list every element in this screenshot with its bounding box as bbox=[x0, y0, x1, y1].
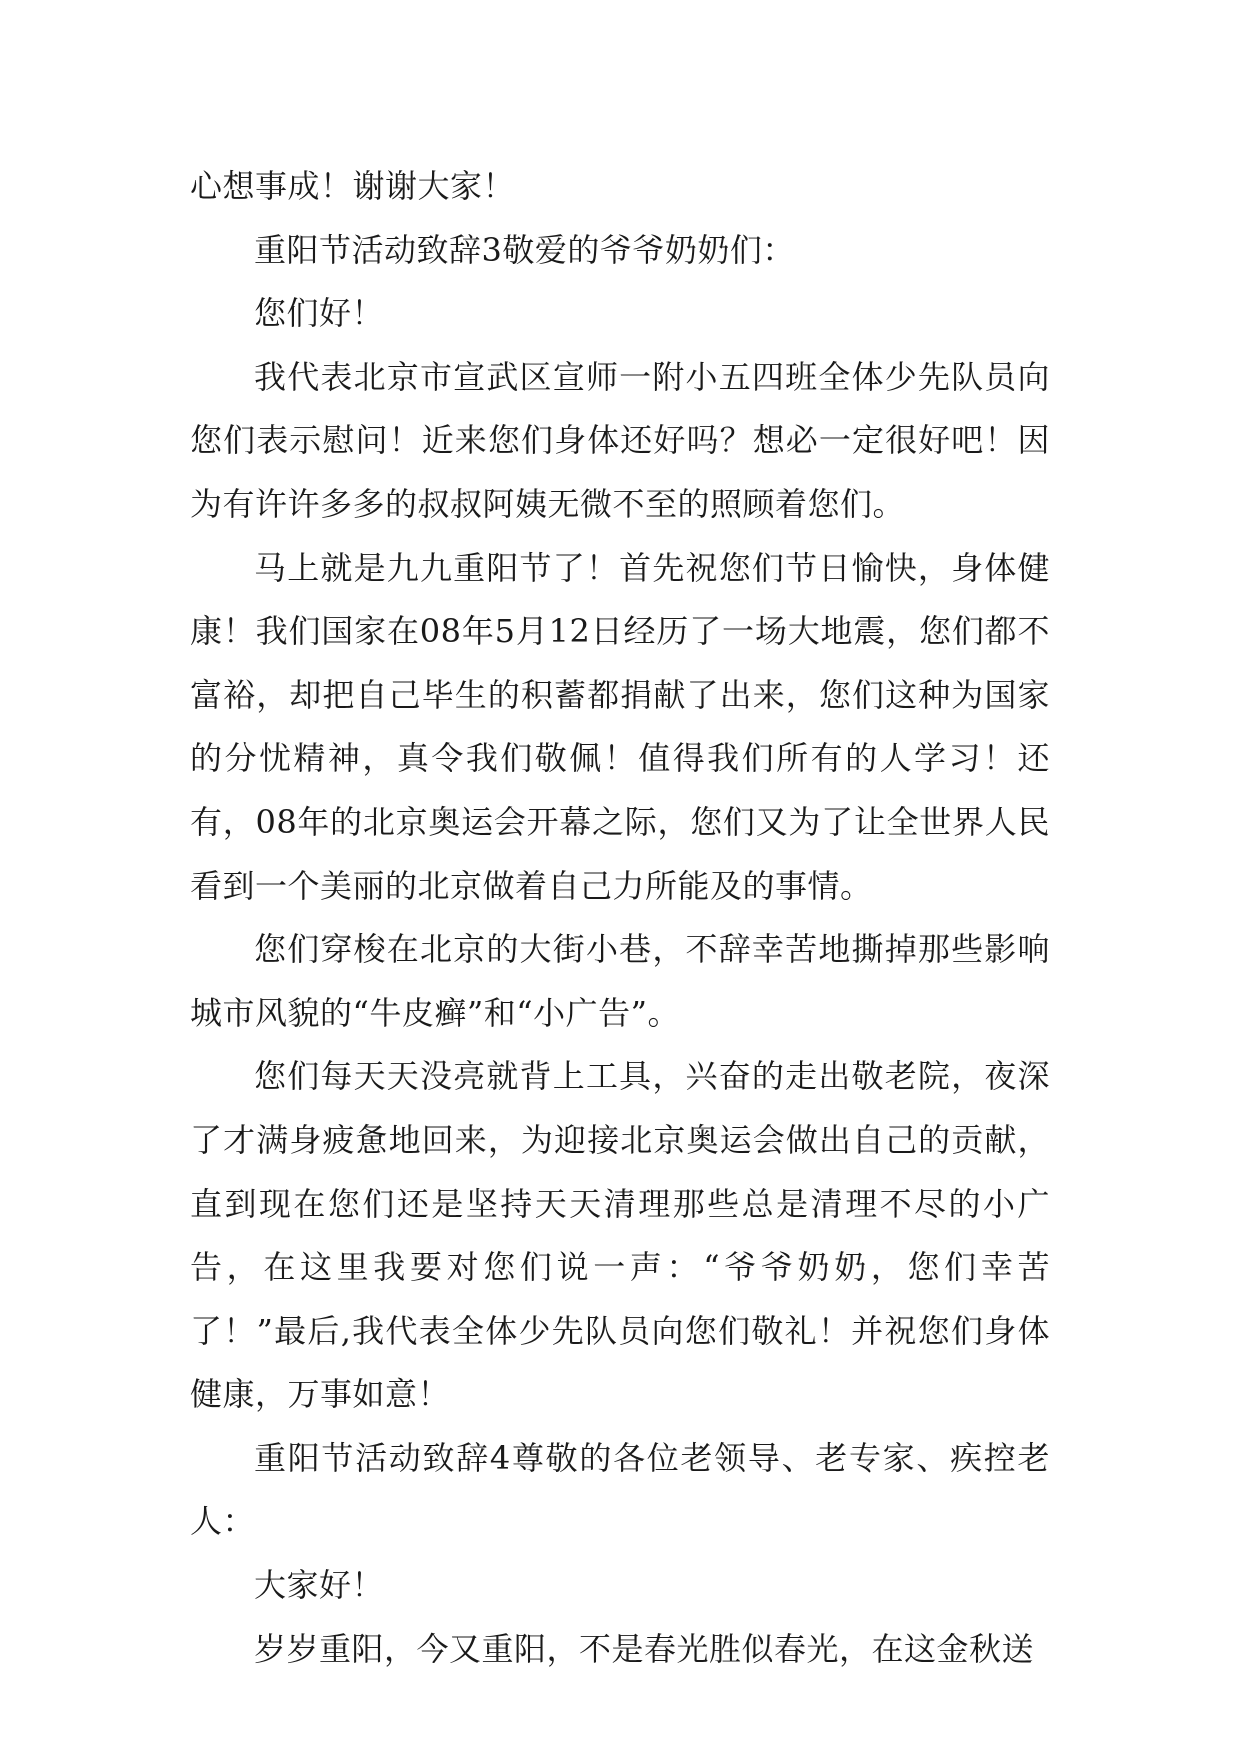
paragraph-greeting: 您们好！ bbox=[254, 294, 385, 333]
paragraph-hello-everyone: 大家好！ bbox=[254, 1566, 385, 1605]
paragraph-speech-4-heading: 重阳节活动致辞4尊敬的各位老领导、老专家、疾控老人： bbox=[190, 1438, 1050, 1541]
paragraph-closing-wishes: 心想事成！谢谢大家！ bbox=[190, 167, 516, 205]
paragraph-double-ninth: 马上就是九九重阳节了！首先祝您们节日愉快，身体健康！我们国家在08年5月12日经历了一场大地震，您们都不富裕，却把自己毕生的积蓄都捐献了出来，您们这种为国家的分忧精神，真令我们敬佩！值得我们所有的人学习！还有，08年的北京奥运会开幕之际，您们又为了让全世界人民看到一个美丽的北京做着自己力所能及的事情。 bbox=[190, 548, 1050, 905]
paragraph-speech-3-heading: 重阳节活动致辞3敬爱的爷爷奶奶们： bbox=[254, 230, 795, 269]
paragraph-streets: 您们穿梭在北京的大街小巷，不辞幸苦地撕掉那些影响城市风貌的“牛皮癣”和“小广告”。 bbox=[190, 930, 1050, 1032]
document-body bbox=[190, 155, 1050, 1681]
paragraph-autumn-opening: 岁岁重阳，今又重阳，不是春光胜似春光，在这金秋送 bbox=[254, 1629, 1035, 1668]
paragraph-daily-work: 您们每天天没亮就背上工具，兴奋的走出敬老院，夜深了才满身疲惫地回来，为迎接北京奥运会做出自己的贡献，直到现在您们还是坚持天天清理那些总是清理不尽的小广告，在这里我要对您们说一声：“爷爷奶奶，您们幸苦了！”最后,我代表全体少先队员向您们敬礼！并祝您们身体健康，万事如意！ bbox=[190, 1057, 1050, 1414]
paragraph-representation: 我代表北京市宣武区宣师一附小五四班全体少先队员向您们表示慰问！近来您们身体还好吗？想必一定很好吧！因为有许许多多的叔叔阿姨无微不至的照顾着您们。 bbox=[190, 357, 1050, 523]
